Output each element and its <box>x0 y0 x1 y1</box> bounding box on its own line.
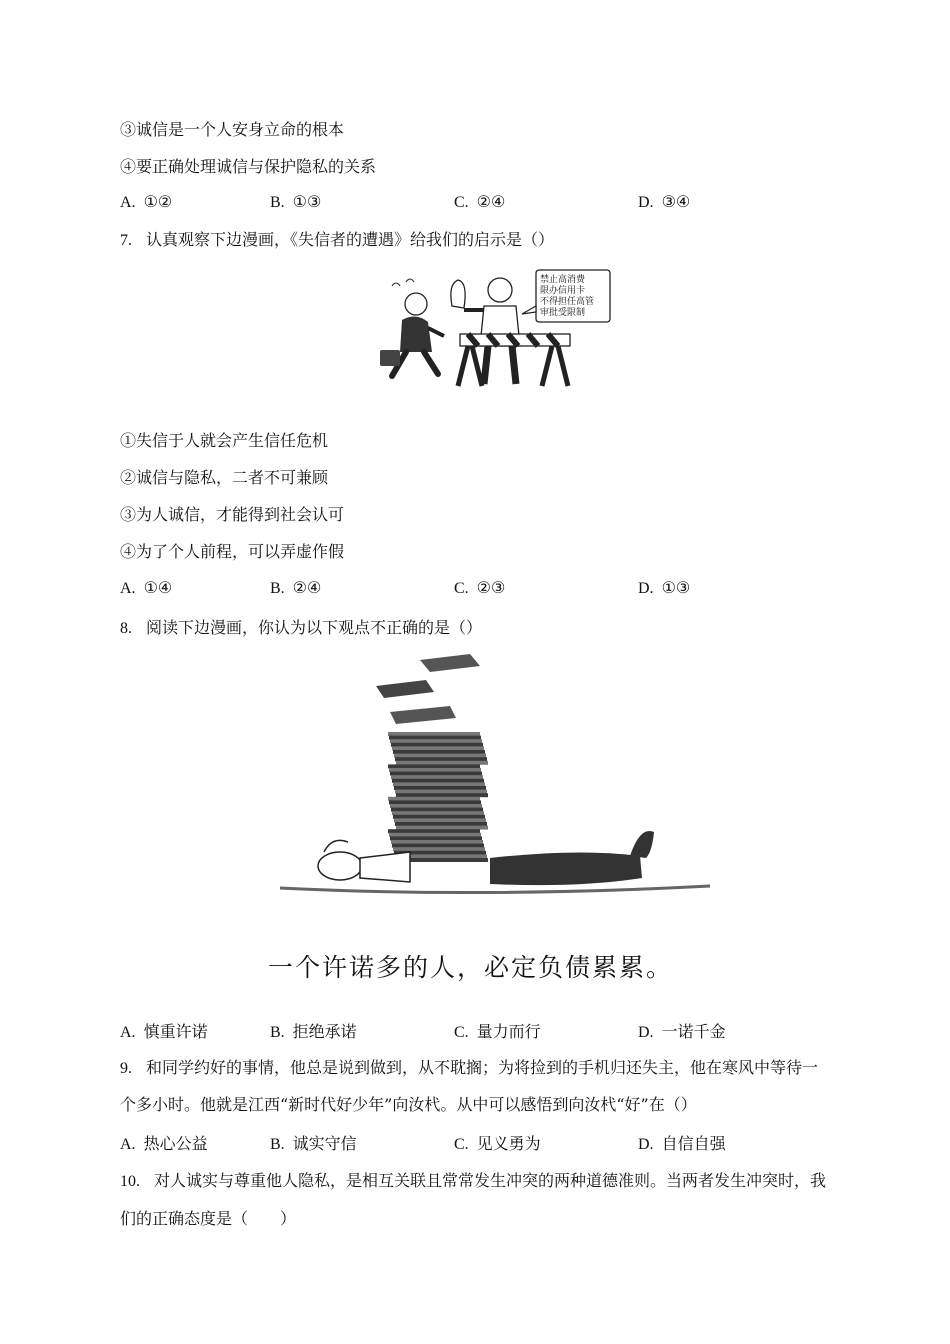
q8-options <box>120 1019 840 1041</box>
paper-sheet <box>396 793 488 797</box>
paper-sheet <box>396 826 488 830</box>
paper-sheet <box>394 754 486 758</box>
q7-option-a[interactable]: A. ①④ <box>120 578 173 597</box>
q8-cartoon-caption: 一个许诺多的人，必定负债累累。 <box>268 953 674 982</box>
q6-options <box>120 192 840 214</box>
paper-sheet <box>388 797 480 801</box>
q8-option-a[interactable]: A. 慎重许诺 <box>120 1022 208 1041</box>
q7-statement-3: ③为人诚信，才能得到社会认可 <box>120 505 345 524</box>
q10-stem-line-1: 10. 对人诚实与尊重他人隐私，是相互关联且常常发生冲突的两种道德准则。当两者发生冲突时，我 <box>120 1171 827 1190</box>
q7-option-c[interactable]: C. ②③ <box>454 578 506 597</box>
paper-sheet <box>392 811 484 815</box>
paper-sheet <box>393 782 485 786</box>
q8-stem: 8. 阅读下边漫画，你认为以下观点不正确的是（） <box>120 618 483 637</box>
paper-sheet <box>393 750 485 754</box>
q7-option-b[interactable]: B. ②④ <box>270 578 322 597</box>
paper-sheet <box>393 847 485 851</box>
q9-option-a[interactable]: A. 热心公益 <box>120 1134 208 1153</box>
q7-stem: 7. 认真观察下边漫画，《失信者的遭遇》给我们的启示是（） <box>120 230 555 249</box>
q7-sign-line-1: 禁止高消费 <box>540 275 586 285</box>
q6-option-a[interactable]: A. ①② <box>120 192 173 211</box>
paper-sheet <box>392 779 484 783</box>
q8-cartoon <box>280 652 720 942</box>
paper-sheet <box>389 736 481 740</box>
q10-stem-line-2: 们的正确态度是（ ） <box>120 1209 297 1228</box>
paper-sheet <box>390 836 482 840</box>
paper-sheet <box>390 739 482 743</box>
paper-sheet <box>389 833 481 837</box>
q6-option-b[interactable]: B. ①③ <box>270 192 322 211</box>
paper-sheet <box>388 829 480 833</box>
paper-sheet <box>389 800 481 804</box>
q7-sign-line-4: 审批受限制 <box>540 308 586 318</box>
q9-stem-line-1: 9. 和同学约好的事情，他总是说到做到，从不耽搁；为将捡到的手机归还失主，他在寒风中等待一 <box>120 1058 819 1077</box>
q8-option-b[interactable]: B. 拒绝承诺 <box>270 1022 357 1041</box>
q6-statement-3: ③诚信是一个人安身立命的根本 <box>120 120 345 139</box>
paper-sheet <box>393 815 485 819</box>
q9-stem-line-2: 个多小时。他就是江西“新时代好少年”向汝杙。从中可以感悟到向汝杙“好”在（） <box>120 1095 697 1114</box>
q7-options <box>120 578 840 600</box>
paper-sheet <box>395 822 487 826</box>
paper-sheet <box>394 786 486 790</box>
paper-sheet <box>392 746 484 750</box>
q7-cartoon <box>372 266 612 396</box>
q8-option-c[interactable]: C. 量力而行 <box>454 1022 541 1041</box>
q7-option-d[interactable]: D. ①③ <box>638 578 691 597</box>
paper-sheet <box>391 775 483 779</box>
q7-statement-1: ①失信于人就会产生信任危机 <box>120 431 329 450</box>
paper-sheet <box>389 768 481 772</box>
q6-option-c[interactable]: C. ②④ <box>454 192 506 211</box>
q7-statement-4: ④为了个人前程，可以弄虚作假 <box>120 542 345 561</box>
paper-sheet <box>390 804 482 808</box>
q7-sign-line-3: 不得担任高管 <box>540 297 595 307</box>
q7-sign-line-2: 限办信用卡 <box>540 286 586 296</box>
paper-sheet <box>394 818 486 822</box>
q8-option-d[interactable]: D. 一诺千金 <box>638 1022 726 1041</box>
paper-sheet <box>391 808 483 812</box>
paper-sheet <box>388 732 480 736</box>
paper-sheet <box>395 757 487 761</box>
paper-sheet <box>395 790 487 794</box>
q9-option-b[interactable]: B. 诚实守信 <box>270 1134 357 1153</box>
paper-sheet <box>391 743 483 747</box>
q9-option-c[interactable]: C. 见义勇为 <box>454 1134 541 1153</box>
q6-statement-4: ④要正确处理诚信与保护隐私的关系 <box>120 157 377 176</box>
paper-sheet <box>396 761 488 765</box>
paper-sheet <box>390 772 482 776</box>
q6-option-d[interactable]: D. ③④ <box>638 192 691 211</box>
q9-options <box>120 1131 840 1153</box>
q9-option-d[interactable]: D. 自信自强 <box>638 1134 726 1153</box>
paper-sheet <box>388 764 480 768</box>
q7-statement-2: ②诚信与隐私，二者不可兼顾 <box>120 468 329 487</box>
paper-sheet <box>391 840 483 844</box>
paper-sheet <box>392 844 484 848</box>
